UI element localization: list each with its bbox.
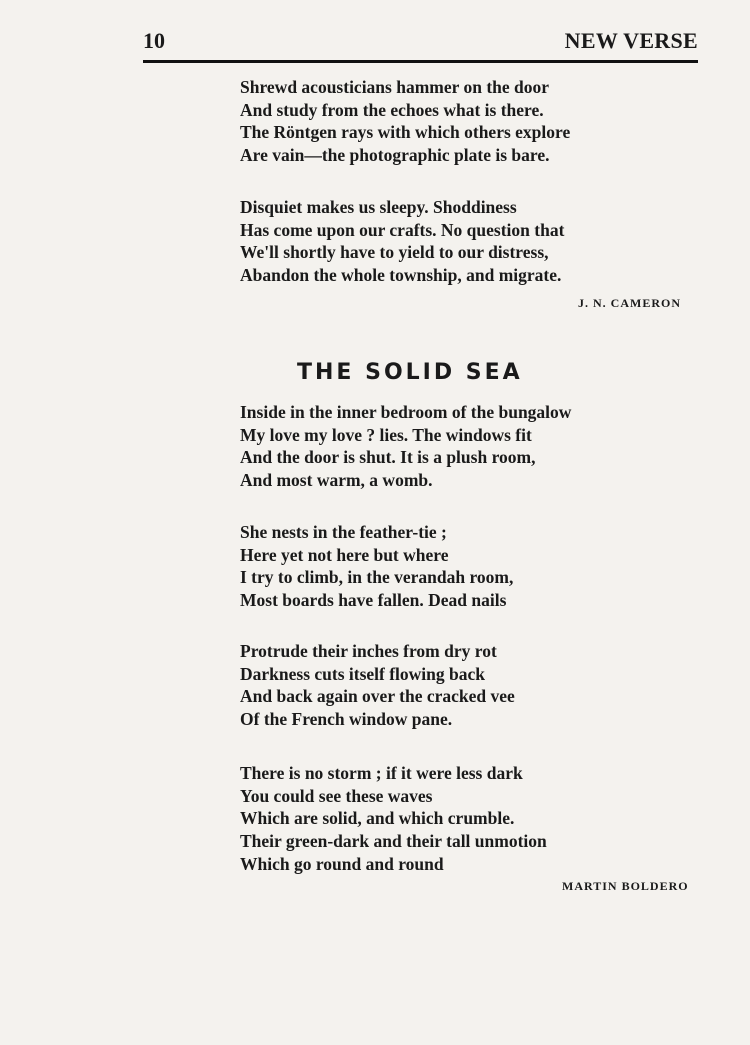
poem-line: Abandon the whole township, and migrate. (240, 265, 562, 286)
poem-line: There is no storm ; if it were less dark (240, 763, 523, 783)
poem-line: She nests in the feather-tie ; (240, 522, 447, 542)
poem-line: Disquiet makes us sleepy. Shoddiness (240, 197, 517, 217)
poem-line: You could see these waves (240, 785, 433, 806)
poem-line: And the door is shut. It is a plush room, (240, 447, 536, 468)
poem1-author: J. N. CAMERON (578, 296, 681, 310)
poem1-stanza-1 (240, 76, 570, 167)
poem-line: And most warm, a womb. (240, 470, 433, 491)
poem-line: Their green-dark and their tall unmotion (240, 831, 547, 852)
poem1-stanza-2 (240, 196, 564, 287)
page-number: 10 (143, 28, 165, 53)
poem-line: And back again over the cracked vee (240, 686, 515, 707)
poem-line: I try to climb, in the verandah room, (240, 567, 514, 588)
poem-line: And study from the echoes what is there. (240, 99, 544, 120)
poem-line: The Röntgen rays with which others explore (240, 122, 571, 143)
poem-line: Which are solid, and which crumble. (240, 808, 515, 829)
poem2-stanza-2 (240, 521, 513, 612)
poem-line: Has come upon our crafts. No question that (240, 219, 565, 240)
poem-line: Of the French window pane. (240, 709, 453, 730)
poem-line: Protrude their inches from dry rot (240, 641, 497, 661)
poem2-stanza-4 (240, 762, 547, 876)
poem-title: THE SOLID SEA (297, 360, 523, 385)
poem-line: Here yet not here but where (240, 544, 449, 565)
page-header (143, 24, 698, 63)
poem2-stanza-1 (240, 401, 571, 492)
poem2-author: MARTIN BOLDERO (562, 879, 689, 893)
poem-line: Most boards have fallen. Dead nails (240, 590, 507, 611)
poem-line: Darkness cuts itself flowing back (240, 663, 486, 684)
poem-line: Inside in the inner bedroom of the bungalow (240, 402, 572, 422)
poem-line: We'll shortly have to yield to our distress, (240, 242, 549, 263)
poem-line: My love my love ? lies. The windows fit (240, 424, 532, 445)
journal-title: NEW VERSE (564, 28, 698, 53)
poem-line: Are vain—the photographic plate is bare. (240, 145, 550, 166)
poem-line: Which go round and round (240, 853, 444, 874)
poem-line: Shrewd acousticians hammer on the door (240, 77, 550, 97)
poem2-stanza-3 (240, 640, 515, 731)
